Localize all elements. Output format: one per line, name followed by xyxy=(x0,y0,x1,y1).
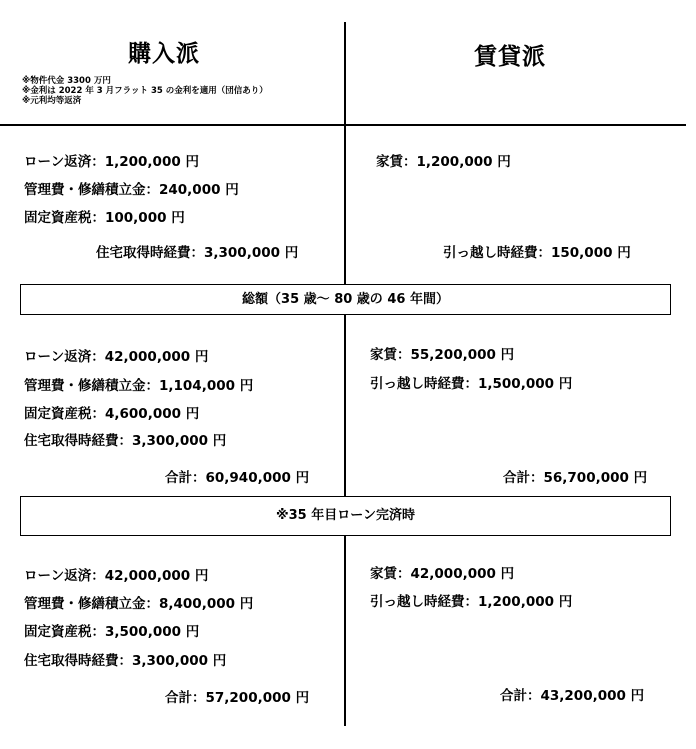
rent-total35-item: 引っ越し時経費：1,200,000 円 xyxy=(370,594,573,610)
rent-total35-sum: 合計：43,200,000 円 xyxy=(500,688,645,704)
buy-total35-sum: 合計：57,200,000 円 xyxy=(165,690,310,706)
note-item: ※金利は 2022 年 3 月フラット 35 の金利を適用（団信あり） xyxy=(22,86,268,96)
column-divider-top xyxy=(344,22,346,284)
buy-annual-item: 管理費・修繕積立金：240,000 円 xyxy=(24,182,239,198)
rent-total46-sum: 合計：56,700,000 円 xyxy=(503,470,648,486)
note-item: ※物件代金 3300 万円 xyxy=(22,76,111,86)
buy-total46-item: ローン返済：42,000,000 円 xyxy=(24,349,209,365)
rent-annual-item: 家賃：1,200,000 円 xyxy=(376,154,511,170)
note-item: ※元利均等返済 xyxy=(22,96,82,106)
buy-total46-sum: 合計：60,940,000 円 xyxy=(165,470,310,486)
column-divider-middle xyxy=(344,314,346,497)
buy-annual-item: 固定資産税：100,000 円 xyxy=(24,210,185,226)
rent-total46-item: 家賃：55,200,000 円 xyxy=(370,347,515,363)
buy-total35-item: 固定資産税：3,500,000 円 xyxy=(24,624,200,640)
buy-total46-item: 固定資産税：4,600,000 円 xyxy=(24,406,200,422)
header-divider xyxy=(0,124,686,126)
buy-one-time-cost: 住宅取得時経費：3,300,000 円 xyxy=(96,245,299,261)
buy-total46-item: 住宅取得時経費：3,300,000 円 xyxy=(24,433,227,449)
column-divider-bottom xyxy=(344,536,346,726)
buy-column-title: 購入派 xyxy=(128,41,200,67)
section-band-35-years: ※35 年目ローン完済時 xyxy=(20,496,671,536)
rent-one-time-cost: 引っ越し時経費：150,000 円 xyxy=(443,245,631,261)
rent-total46-item: 引っ越し時経費：1,500,000 円 xyxy=(370,376,573,392)
rent-column-title: 賃貸派 xyxy=(474,44,546,70)
rent-total35-item: 家賃：42,000,000 円 xyxy=(370,566,515,582)
buy-annual-item: ローン返済：1,200,000 円 xyxy=(24,154,199,170)
buy-total35-item: 住宅取得時経費：3,300,000 円 xyxy=(24,653,227,669)
buy-total46-item: 管理費・修繕積立金：1,104,000 円 xyxy=(24,378,254,394)
buy-total35-item: 管理費・修繕積立金：8,400,000 円 xyxy=(24,596,254,612)
buy-notes xyxy=(22,76,268,106)
buy-total35-item: ローン返済：42,000,000 円 xyxy=(24,568,209,584)
section-band-46-years: 総額（35 歳～ 80 歳の 46 年間） xyxy=(20,284,671,315)
